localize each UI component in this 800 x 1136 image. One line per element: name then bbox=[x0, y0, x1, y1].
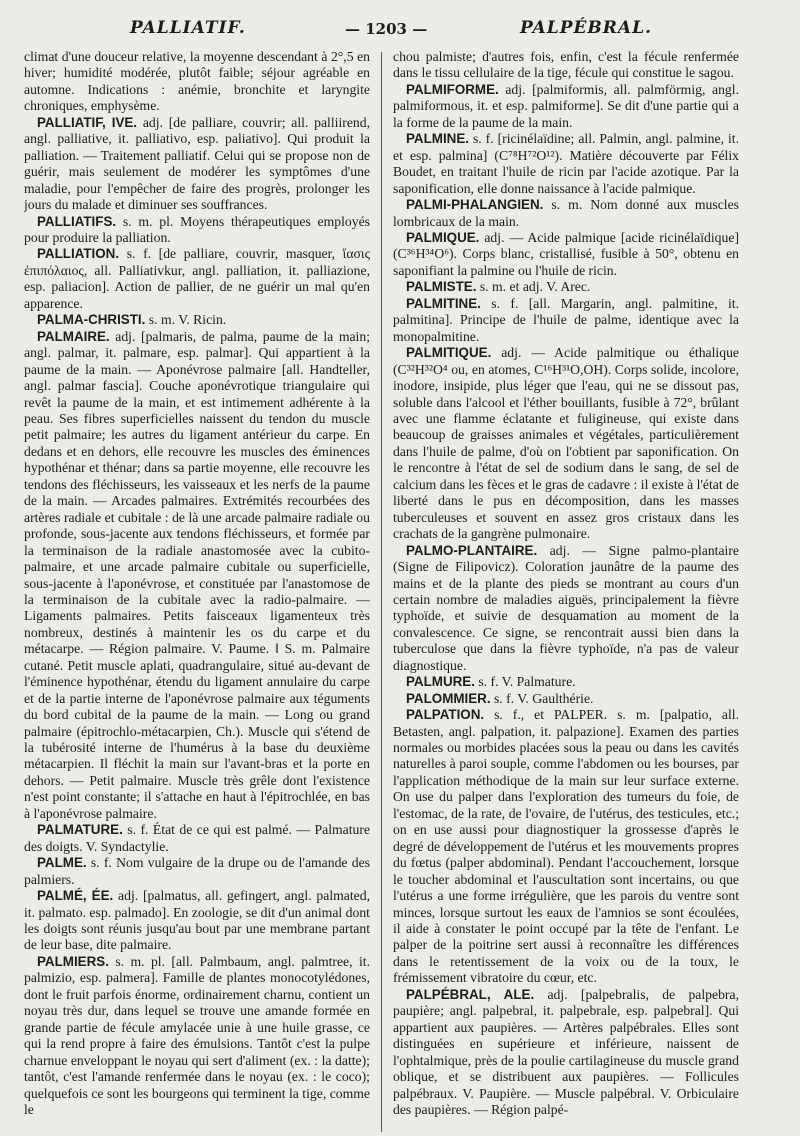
entry-definition: adj. [palmaris, de palma, paume de la main; angl. palmar, it. palmare, esp. palmar]. Qui appartient à la paume de la main. — Aponévrose palmaire [all. Handteller, angl. palmar fascia]. Couche aponévrotique triangulaire qui revêt la paume de la main, et est intimement adhérente à la peau. Ses fibres superficielles naissent du tendon du muscle petit palmaire; les autres du ligament antérieur du carpe. En dedans et en dehors, elle recouvre les muscles des éminences hypothénar et thénar; dans sa partie moyenne, elle recouvre les tendons des fléchisseurs, les vaisseaux et les nerfs de la paume de la main. — Arcades palmaires. Extrémités recourbées des artères radiale et cubitale : de là une arcade palmaire radiale ou profonde, sous-jacente aux tendons fléchisseurs, et formée par la terminaison de la radiale anastomosée avec la cubito-palmaire, et une arcade palmaire cubitale ou superficielle, sous-jacente à l'aponévrose, et constituée par l'anastomose de la terminaison de la cubitale avec la radio-palmaire. — Ligaments palmaires. Petits faisceaux ligamenteux très nombreux, destinés à maintenir les os du carpe et du métacarpe. — Région palmaire. V. Paume. ‖ S. m. Palmaire cutané. Petit muscle aplati, quadrangulaire, situé au-devant de l'éminence hypothénar, étendu du ligament annulaire du carpe et de la partie interne de l'aponévrose palmaire aux téguments du bord cubital de la paume de la main. — Long ou grand palmaire (épitrochlo-métacarpien, Ch.). Muscle qui s'étend de la tubérosité interne de l'humérus à la base du deuxième métacarpien. Il fléchit la main sur l'avant-bras et la porte en dehors. — Petit palmaire. Muscle très grêle dont l'existence n'est point constante; il s'attache en haut à l'épitrochlée, en bas à l'aponévrose palmaire. bbox=[24, 328, 370, 821]
entry-headword: PALMURE. bbox=[406, 674, 475, 690]
entry-headword: PALMIQUE. bbox=[406, 229, 480, 245]
entry-headword: PALMATURE. bbox=[37, 822, 123, 838]
entry-definition: adj. [de palliare, couvrir; all. palliirend, angl. palliative, it. palliativo, esp. paliativo]. Qui produit la palliation. — Traitement palliatif. Celui qui se propose non de guérir, mais seulement de modérer les symptômes d'une maladie, pour l'empêcher de faire des progrès, prolonger les jours du malade et diminuer ses souffrances. bbox=[24, 114, 370, 213]
dictionary-entry bbox=[24, 888, 370, 954]
dictionary-entry bbox=[393, 674, 739, 690]
entry-definition: adj. [palmiformis, all. palmförmig, angl. palmiformous, it. et esp. palmiforme]. Se dit d'une partie qui a la forme de la paume de la main. bbox=[393, 81, 739, 130]
header-left-word: PALLIATIF. bbox=[130, 18, 246, 38]
dictionary-entry bbox=[24, 115, 370, 214]
entry-definition: s. m. pl. [all. Palmbaum, angl. palmtree, it. palmizio, esp. palmera]. Famille de plantes monocotylédones, dont le fruit parfois énorme, ordinairement charnu, contient un noyau très dur, dans lequel se trouve une amande formée en grande partie de fécule amylacée unie à une huile grasse, ce qui la rend propre à faire des émulsions. Tantôt c'est la pulpe charnue enveloppant le noyau qui sert d'aliment (ex. : la datte); tantôt, c'est l'amande renfermée dans le noyau (ex. : le coco); quelquefois ce sont les bourgeons qui terminent la tige, comme le bbox=[24, 953, 370, 1117]
entry-headword: PALME. bbox=[37, 855, 87, 871]
header-right-word: PALPÉBRAL. bbox=[520, 18, 652, 38]
dictionary-entry bbox=[393, 131, 739, 197]
entry-headword: PALMIFORME. bbox=[406, 81, 499, 97]
dictionary-entry bbox=[393, 296, 739, 345]
entry-headword: PALMITINE. bbox=[406, 295, 481, 311]
dictionary-entry bbox=[24, 214, 370, 247]
entry-headword: PALMA-CHRISTI. bbox=[37, 312, 146, 328]
entry-definition: chou palmiste; d'autres fois, enfin, c'est la fécule renfermée dans le tissu cellulaire de la tige, fécule qui constitue le sagou. bbox=[393, 49, 739, 81]
entry-definition: s. m. pl. Moyens thérapeutiques employés pour produire la palliation. bbox=[24, 213, 370, 245]
entry-definition: s. f. [ricinélaïdine; all. Palmin, angl. palmine, it. et esp. palmina] (C⁷⁸H⁷²O¹²). Matière découverte par Félix Boudet, en traitant l'huile de ricin par l'acide azotique. Par la saponification, elle donne naissance à l'acide palmique. bbox=[393, 131, 739, 196]
entry-headword: PALLIATIF, IVE. bbox=[37, 114, 138, 130]
dictionary-entry bbox=[393, 987, 739, 1119]
entry-definition: s. f. Nom vulgaire de la drupe ou de l'amande des palmiers. bbox=[24, 855, 370, 887]
entry-headword: PALMÉ, ÉE. bbox=[37, 888, 114, 904]
entry-definition: climat d'une douceur relative, la moyenne descendant à 2°,5 en hiver; humidité modérée, plutôt faible; séjour agréable en automne. Indications : anémie, bronchite et laryngite chroniques, emphysème. bbox=[24, 49, 370, 114]
entry-headword: PALPATION. bbox=[406, 707, 485, 723]
entry-definition: s. m. Nom donné aux muscles lombricaux de la main. bbox=[393, 197, 739, 229]
page-number: — 1203 — bbox=[345, 20, 428, 38]
dictionary-entry bbox=[24, 855, 370, 888]
dictionary-entry bbox=[24, 49, 370, 115]
entry-headword: PALLIATION. bbox=[37, 246, 120, 262]
entry-headword: PALMO-PLANTAIRE. bbox=[406, 542, 538, 558]
entry-definition: s. f. État de ce qui est palmé. — Palmature des doigts. V. Syndactylie. bbox=[24, 822, 370, 854]
dictionary-entry bbox=[393, 707, 739, 987]
entry-definition: s. m. V. Ricin. bbox=[148, 312, 227, 328]
entry-headword: PALPÉBRAL, ALE. bbox=[406, 986, 535, 1002]
entry-headword: PALMITIQUE. bbox=[406, 345, 492, 361]
dictionary-entry bbox=[24, 954, 370, 1119]
dictionary-entry bbox=[24, 822, 370, 855]
entry-headword: PALLIATIFS. bbox=[37, 213, 117, 229]
dictionary-entry bbox=[393, 49, 739, 82]
entry-definition: adj. — Signe palmo-plantaire (Signe de Filipovicz). Coloration jaunâtre de la paume des mains et de la plante des pieds se montrant au cours d'un certain nombre de maladies aiguës, principalement la fièvre typhoïde, et suivie de desquamation au moment de la convalescence. Ce signe, se rencontrait aussi bien dans la tuberculose que dans la fièvre typhoïde, n'a pas de valeur diagnostique. bbox=[393, 542, 739, 673]
dictionary-entry bbox=[393, 197, 739, 230]
dictionary-entry bbox=[393, 345, 739, 542]
entry-headword: PALMIERS. bbox=[37, 953, 109, 969]
dictionary-entry bbox=[393, 543, 739, 675]
entry-definition: s. f. V. Palmature. bbox=[478, 674, 576, 690]
entry-definition: s. m. et adj. V. Arec. bbox=[479, 279, 591, 295]
entry-definition: adj. — Acide palmitique ou éthalique (C³²H³²O⁴ ou, en atomes, C¹⁶H³¹O,OH). Corps solide, incolore, inodore, insipide, plus léger que l'eau, qui ne se dissout pas, soluble dans l'alcool et l'éther bouillants, fusible à 72°, brûlant avec une flamme éclatante et fuligineuse, qui existe dans beaucoup de graisses animales et végétales, particulièrement dans l'huile de palme, d'où on l'obtient par saponification. On le rencontre à l'état de sel de sodium dans le sang, de sel de calcium dans les fèces et le gras de cadavre : il existe à l'état de liberté dans le pus en décomposition, dans les masses tuberculeuses et souvent en assez gros cristaux dans les crachats de la gangrène pulmonaire. bbox=[393, 345, 739, 542]
dictionary-entry bbox=[393, 230, 739, 279]
entry-definition: adj. — Acide palmique [acide ricinélaïdique] (C³⁶H³⁴O⁶). Corps blanc, cristallisé, fusible à 50°, obtenu en saponifiant la palmine ou l'huile de ricin. bbox=[393, 229, 739, 278]
entry-definition: s. f. V. Gaulthérie. bbox=[493, 690, 594, 706]
left-column bbox=[24, 49, 370, 1133]
entry-definition: adj. [palmatus, all. gefingert, angl. palmated, it. palmato. esp. palmado]. En zoologie, se dit d'un animal dont les doigts sont réunis jusqu'au bout par une membrane partant de leur base, dite palmaire. bbox=[24, 888, 370, 953]
column-divider bbox=[381, 52, 382, 1132]
entry-headword: PALMINE. bbox=[406, 131, 469, 147]
dictionary-entry bbox=[24, 312, 370, 328]
entry-definition: s. f., et PALPER. s. m. [palpatio, all. Betasten, angl. palpation, it. palpazione]. Examen des parties normales ou morbides placées sous la peau ou dans les cavités naturelles à paroi souple, comme l'abdomen ou les bourses, par l'application méthodique de la main sur leur surface externe. On use du palper dans l'exploration des tumeurs du foie, de l'estomac, de la rate, de l'ovaire, de l'utérus, des testicules, etc.; on en use aussi pour diagnostiquer la grossesse d'après le degré de développement de l'utérus et les mouvements propres du fœtus (palper abdominal). Pendant l'accouchement, lorsque le toucher abdominal et l'auscultation sont incertains, ou que l'utérus a une forme irrégulière, que les parois du ventre sont minces, lorsque surtout les eaux de l'amnios se sont écoulées, il aide à constater le point occupé par la tête de l'enfant. Le palper de la poitrine sert aussi à reconnaître les différences dans le retentissement de la voix ou de la toux, le frémissement vibratoire du cœur, etc. bbox=[393, 707, 739, 986]
running-header bbox=[0, 0, 800, 48]
entry-headword: PALMI-PHALANGIEN. bbox=[406, 197, 544, 213]
entry-headword: PALOMMIER. bbox=[406, 690, 491, 706]
dictionary-entry bbox=[393, 82, 739, 131]
dictionary-entry bbox=[393, 279, 739, 295]
dictionary-entry bbox=[24, 246, 370, 312]
entry-definition: s. f. [all. Margarin, angl. palmitine, it. palmitina]. Principe de l'huile de palme, identique avec la monopalmitine. bbox=[393, 295, 739, 344]
entry-definition: s. f. [de palliare, couvrir, masquer, ἴασις ἐπιπόλαιος, all. Palliativkur, angl. palliation, it. palliazione, esp. paliacion]. Action de pallier, de ne guérir un mal qu'en apparence. bbox=[24, 246, 370, 311]
entry-headword: PALMAIRE. bbox=[37, 328, 110, 344]
entry-headword: PALMISTE. bbox=[406, 279, 477, 295]
right-column bbox=[393, 49, 739, 1133]
dictionary-entry bbox=[393, 691, 739, 707]
dictionary-entry bbox=[24, 329, 370, 823]
entry-definition: adj. [palpebralis, de palpebra, paupière; angl. palpebral, it. palpebrale, esp. palpebral]. Qui appartient aux paupières. — Artères palpébrales. Elles sont distinguées en supérieure et inférieure, naissent de l'ophtalmique, près de la poulie cartilagineuse du muscle grand oblique, et se distribuent aux paupières. — Follicules palpébraux. V. Paupière. — Muscle palpébral. V. Orbiculaire des paupières. — Région palpé- bbox=[393, 986, 739, 1117]
